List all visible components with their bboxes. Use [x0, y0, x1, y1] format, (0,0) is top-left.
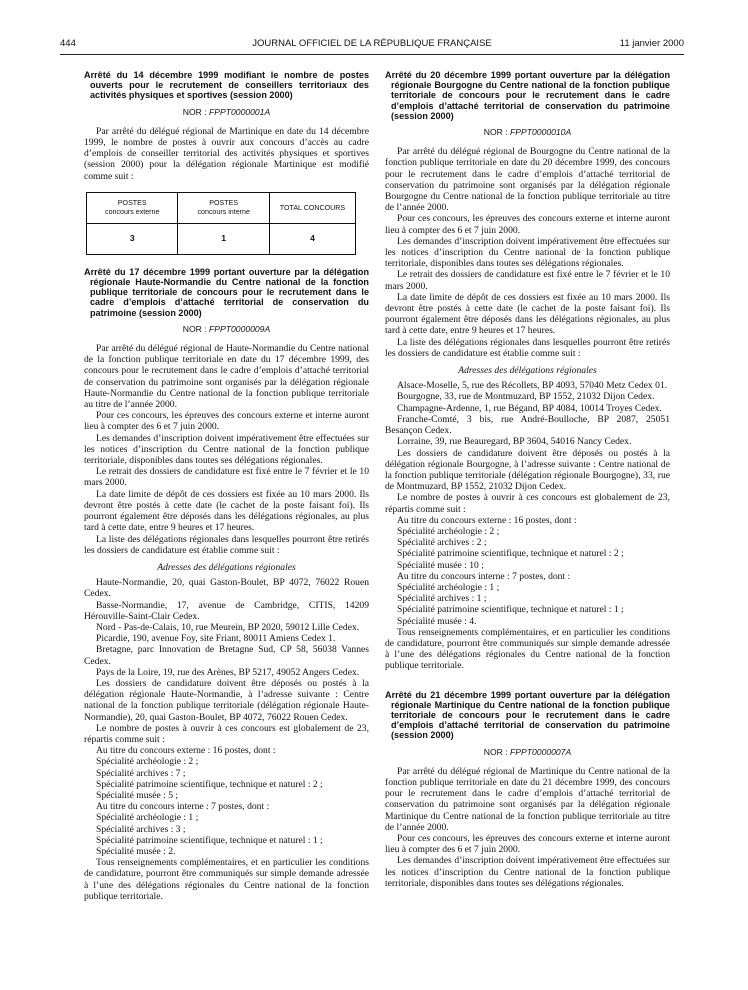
- address-heading: Adresses des délégations régionales: [458, 365, 597, 377]
- article-paragraph: Pour ces concours, les épreuves des concours externe et interne auront lieu à compter des 6 et 7 juin 2000.: [385, 213, 670, 236]
- list-item: Au titre du concours externe : 16 postes, dont :: [96, 745, 276, 757]
- table-header-cell: POSTES concours interne: [178, 192, 269, 223]
- list-item: Spécialité musée : 10 ;: [397, 559, 484, 571]
- list-item: Spécialité archéologie : 1 ;: [96, 812, 199, 824]
- article-paragraph: Le nombre de postes à ouvrir à ces concours est globalement de 23, répartis comme suit :: [84, 722, 369, 745]
- article-decree-14-dec-1999: [84, 70, 369, 255]
- article-title: Arrêté du 14 décembre 1999 modifiant le nombre de postes ouverts pour le recrutement de conseillers territoriaux des activités physiques et sportives (session 2000): [84, 70, 369, 101]
- article-decree-20-dec-1999: [385, 70, 670, 672]
- address-entry: Pays de la Loire, 19, rue des Arènes, BP 5217, 49052 Angers Cedex.: [96, 666, 360, 678]
- list-item: Spécialité archives : 1 ;: [397, 593, 487, 605]
- address-entry: Bretagne, parc Innovation de Bretagne Sud, CP 58, 56038 Vannes Cedex.: [84, 644, 369, 667]
- list-item: Spécialité archives : 2 ;: [397, 537, 487, 549]
- list-item: Au titre du concours externe : 16 postes, dont :: [397, 514, 577, 526]
- address-entry: Champagne-Ardenne, 1, rue Bégand, BP 4084, 10014 Troyes Cedex.: [397, 402, 662, 414]
- nor-reference: [84, 107, 369, 118]
- journal-title: JOURNAL OFFICIEL DE LA RÉPUBLIQUE FRANÇAISE: [252, 38, 492, 49]
- list-item: Spécialité archéologie : 1 ;: [397, 581, 500, 593]
- address-entry: Bourgogne, 33, rue de Montmuzard, BP 1552, 21032 Dijon Cedex.: [397, 391, 655, 403]
- list-item: Spécialité archives : 7 ;: [96, 767, 186, 779]
- nor-label: NOR :: [483, 127, 508, 138]
- list-item: Spécialité patrimoine scientifique, technique et naturel : 1 ;: [397, 604, 624, 616]
- address-entry: Franche-Comté, 3 bis, rue André-Boulloche, BP 2087, 25051 Besançon Cedex.: [385, 413, 670, 437]
- header-rule: [60, 54, 684, 55]
- article-paragraph: Par arrêté du délégué régional de Martinique du Centre national de la fonction publique territoriale en date du 21 décembre 1999, des concours pour le recrutement dans le cadre d’emplois d’attaché territorial de conservation du patrimoine sont organisés par la délégation régionale Martinique du Centre national de la fonction publique territoriale au titre de l’année 2000.: [385, 765, 670, 833]
- article-paragraph: Par arrêté du délégué régional de Martinique en date du 14 décembre 1999, le nombre de postes à ouvrir aux concours d’accès au cadre d’emplois de conseiller territorial des activités physiques et sportives (session 2000) pour la délégation régionale Martinique est modifié comme suit :: [84, 125, 369, 182]
- list-item: Au titre du concours interne : 7 postes, dont :: [397, 570, 571, 582]
- page-number: 444: [60, 38, 76, 49]
- table-row: [87, 223, 356, 254]
- article-paragraph: Le nombre de postes à ouvrir à ces concours est globalement de 23, répartis comme suit :: [385, 492, 670, 515]
- article-paragraph: Pour ces concours, les épreuves des concours externe et interne auront lieu à compter des 6 et 7 juin 2000.: [84, 410, 369, 433]
- table-header-row: [87, 192, 356, 223]
- table-header-cell: TOTAL CONCOURS: [269, 192, 355, 223]
- issue-date: 11 janvier 2000: [619, 38, 684, 49]
- article-paragraph: Le retrait des dossiers de candidature est fixé entre le 7 février et le 10 mars 2000.: [385, 269, 670, 292]
- nor-reference: [385, 747, 670, 758]
- nor-code: FPPT0000007A: [510, 746, 572, 757]
- right-column: [385, 70, 670, 889]
- list-item: Spécialité archives : 3 ;: [96, 823, 186, 835]
- article-decree-17-dec-1999: [84, 267, 369, 902]
- article-paragraph: Les demandes d’inscription doivent impérativement être effectuées sur les notices d’inscription du Centre national de la fonction publique territoriale, disponibles dans toutes ses délégations régionales.: [385, 235, 670, 270]
- posts-table: [86, 192, 356, 255]
- article-paragraph: La liste des délégations régionales dans lesquelles pourront être retirés les dossiers de candidature est établie comme suit :: [84, 533, 369, 556]
- article-title: Arrêté du 20 décembre 1999 portant ouverture par la délégation régionale Bourgogne du Centre national de la fonction publique territoriale de concours pour le recrutement dans le cadre d’emplois d’attaché territorial de conservation du patrimoine (session 2000): [385, 70, 670, 121]
- address-entry: Basse-Normandie, 17, avenue de Cambridge, CITIS, 14209 Hérouville-Saint-Clair Cedex.: [84, 599, 369, 622]
- nor-reference: [84, 324, 369, 335]
- list-item: Spécialité patrimoine scientifique, technique et naturel : 2 ;: [397, 548, 624, 560]
- nor-reference: [385, 127, 670, 138]
- table-header-cell: POSTES concours externe: [87, 192, 178, 223]
- article-paragraph: Le retrait des dossiers de candidature est fixé entre le 7 février et le 10 mars 2000.: [84, 466, 369, 489]
- list-item: Spécialité musée : 4.: [397, 615, 477, 627]
- article-paragraph: Pour ces concours, les épreuves des concours externe et interne auront lieu à compter des 6 et 7 juin 2000.: [385, 833, 670, 856]
- article-paragraph: Les dossiers de candidature doivent être déposés ou postés à la délégation régionale Bourgogne, à l’adresse suivante : Centre national de la fonction publique territoriale (délégation régionale Bourgogne), 33, rue de Montmuzard, BP 1552, 21032 Dijon Cedex.: [385, 447, 670, 493]
- table-cell: 3: [87, 223, 178, 254]
- article-title: Arrêté du 17 décembre 1999 portant ouverture par la délégation régionale Haute-Normandie du Centre national de la fonction publique territoriale de concours pour le recrutement dans le cadre d’emplois d’attaché territorial de conservation du patrimoine (session 2000): [84, 266, 369, 318]
- nor-code: FPPT0000009A: [209, 323, 271, 334]
- list-item: Spécialité musée : 5 ;: [96, 789, 179, 801]
- address-entry: Alsace-Moselle, 5, rue des Récollets, BP 4093, 57040 Metz Cedex 01.: [397, 380, 668, 392]
- article-title: Arrêté du 21 décembre 1999 portant ouverture par la délégation régionale Martinique du Centre national de la fonction publique territoriale de concours pour le recrutement dans le cadre d’emplois d’attaché territorial de conservation du patrimoine (session 2000): [385, 689, 670, 741]
- list-item: Spécialité patrimoine scientifique, technique et naturel : 2 ;: [96, 778, 323, 790]
- article-paragraph: La date limite de dépôt de ces dossiers est fixée au 10 mars 2000. Ils devront être postés à cette date (le cachet de la poste faisant foi). Ils pourront également être déposés dans les délégations régionales, au plus tard à cette date, entre 9 heures et 17 heures.: [84, 488, 369, 534]
- address-entry: Haute-Normandie, 20, quai Gaston-Boulet, BP 4072, 76022 Rouen Cedex.: [84, 577, 369, 600]
- article-paragraph: Les dossiers de candidature doivent être déposés ou postés à la délégation régionale Haute-Normandie, à l’adresse suivante : Centre national de la fonction publique territoriale (délégation régionale Haute-Normandie), 20, quai Gaston-Boulet, BP 4072, 76022 Rouen Cedex.: [84, 677, 369, 723]
- table-cell: 4: [269, 223, 355, 254]
- address-entry: Nord - Pas-de-Calais, 10, rue Meurein, BP 2020, 59012 Lille Cedex.: [96, 621, 360, 633]
- nor-label: NOR :: [182, 106, 207, 117]
- address-entry: Picardie, 190, avenue Foy, site Friant, 80011 Amiens Cedex 1.: [96, 633, 336, 645]
- nor-label: NOR :: [483, 746, 508, 757]
- page-header: [60, 38, 684, 50]
- address-entry: Lorraine, 39, rue Beauregard, BP 3604, 54016 Nancy Cedex.: [397, 436, 632, 448]
- address-heading: Adresses des délégations régionales: [157, 561, 296, 573]
- list-item: Spécialité archéologie : 2 ;: [397, 525, 500, 537]
- list-item: Spécialité patrimoine scientifique, technique et naturel : 1 ;: [96, 834, 323, 846]
- article-paragraph: Les demandes d’inscription doivent impérativement être effectuées sur les notices d’inscription du Centre national de la fonction publique territoriale, disponibles dans toutes ses délégations régionales.: [385, 855, 670, 889]
- nor-code: FPPT0000010A: [510, 127, 572, 138]
- list-item: Spécialité musée : 2.: [96, 845, 176, 857]
- list-item: Au titre du concours interne : 7 postes, dont :: [96, 801, 270, 813]
- nor-code: FPPT0000001A: [209, 106, 271, 117]
- article-paragraph: Tous renseignements complémentaires, et en particulier les conditions de candidature, pourront être communiqués sur simple demande adressée à l’une des délégations régionales du Centre national de la fonction publique territoriale.: [385, 626, 670, 672]
- table-cell: 1: [178, 223, 269, 254]
- article-paragraph: Les demandes d’inscription doivent impérativement être effectuées sur les notices d’inscription du Centre national de la fonction publique territoriale, disponibles dans toutes ses délégations régionales.: [84, 432, 369, 467]
- article-paragraph: La liste des délégations régionales dans lesquelles pourront être retirés les dossiers de candidature est établie comme suit :: [385, 336, 670, 359]
- article-paragraph: Par arrêté du délégué régional de Bourgogne du Centre national de la fonction publique territoriale en date du 20 décembre 1999, des concours pour le recrutement dans le cadre d’emplois d’attaché territorial de conservation du patrimoine sont organisés par la délégation régionale Bourgogne du Centre national de la fonction publique territoriale au titre de l’année 2000.: [385, 146, 670, 214]
- article-paragraph: Tous renseignements complémentaires, et en particulier les conditions de candidature, pourront être communiqués sur simple demande adressée à l’une des délégations régionales du Centre national de la fonction publique territoriale.: [84, 857, 369, 902]
- nor-label: NOR :: [182, 323, 207, 334]
- article-paragraph: Par arrêté du délégué régional de Haute-Normandie du Centre national de la fonction publique territoriale en date du 17 décembre 1999, des concours pour le recrutement dans le cadre d’emplois d’attaché territorial de conservation du patrimoine sont organisés par la délégation régionale Haute-Normandie du Centre national de la fonction publique territoriale au titre de l’année 2000.: [84, 343, 369, 411]
- article-paragraph: La date limite de dépôt de ces dossiers est fixée au 10 mars 2000. Ils devront être postés à cette date (le cachet de la poste faisant foi). Ils pourront également être déposés dans les délégations régionales, au plus tard à cette date, entre 9 heures et 17 heures.: [385, 291, 670, 337]
- article-decree-21-dec-1999: [385, 690, 670, 889]
- list-item: Spécialité archéologie : 2 ;: [96, 756, 199, 768]
- left-column: [84, 70, 369, 902]
